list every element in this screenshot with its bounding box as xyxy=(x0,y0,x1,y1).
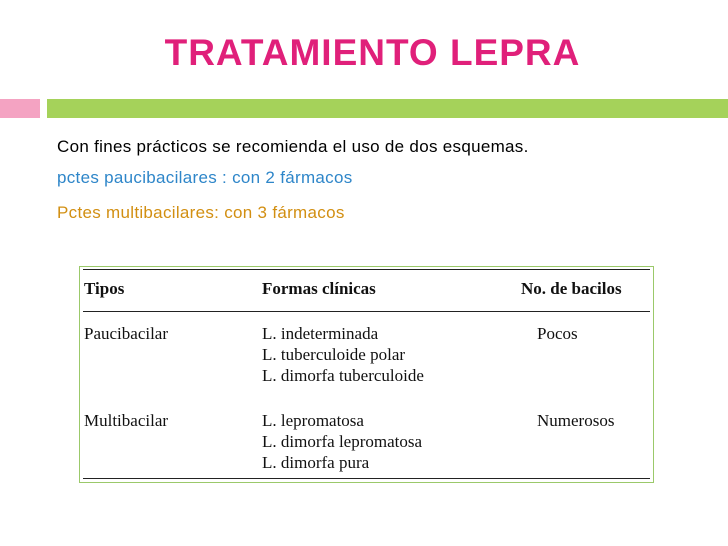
paucibacilar-text: pctes paucibacilares : con 2 fármacos xyxy=(57,168,353,187)
header-tipos: Tipos xyxy=(84,279,125,298)
accent-bar-pink xyxy=(0,99,40,118)
row-bacilos-paucibacilar: Pocos xyxy=(537,324,578,343)
classification-table xyxy=(79,266,654,483)
forma-item: L. indeterminada xyxy=(262,324,379,343)
forma-item: L. lepromatosa xyxy=(262,411,364,430)
slide-title: TRATAMIENTO LEPRA xyxy=(164,32,581,73)
forma-item: L. dimorfa pura xyxy=(262,453,370,472)
forma-item: L. dimorfa lepromatosa xyxy=(262,432,423,451)
header-no-bacilos: No. de bacilos xyxy=(521,279,622,298)
row-formas-paucibacilar xyxy=(262,323,424,386)
table-header-rule xyxy=(83,311,650,312)
accent-bar-green xyxy=(47,99,728,118)
multibacilar-text: Pctes multibacilares: con 3 fármacos xyxy=(57,203,345,222)
row-tipo-multibacilar: Multibacilar xyxy=(84,411,169,430)
intro-text: Con fines prácticos se recomienda el uso de dos esquemas. xyxy=(57,137,529,156)
row-bacilos-multibacilar: Numerosos xyxy=(537,411,615,430)
table-top-rule xyxy=(83,269,650,270)
row-tipo-paucibacilar: Paucibacilar xyxy=(84,324,169,343)
forma-item: L. tuberculoide polar xyxy=(262,345,406,364)
row-formas-multibacilar xyxy=(262,410,422,473)
header-formas-clinicas: Formas clínicas xyxy=(262,279,376,298)
forma-item: L. dimorfa tuberculoide xyxy=(262,366,424,385)
table-bottom-rule xyxy=(83,478,650,479)
